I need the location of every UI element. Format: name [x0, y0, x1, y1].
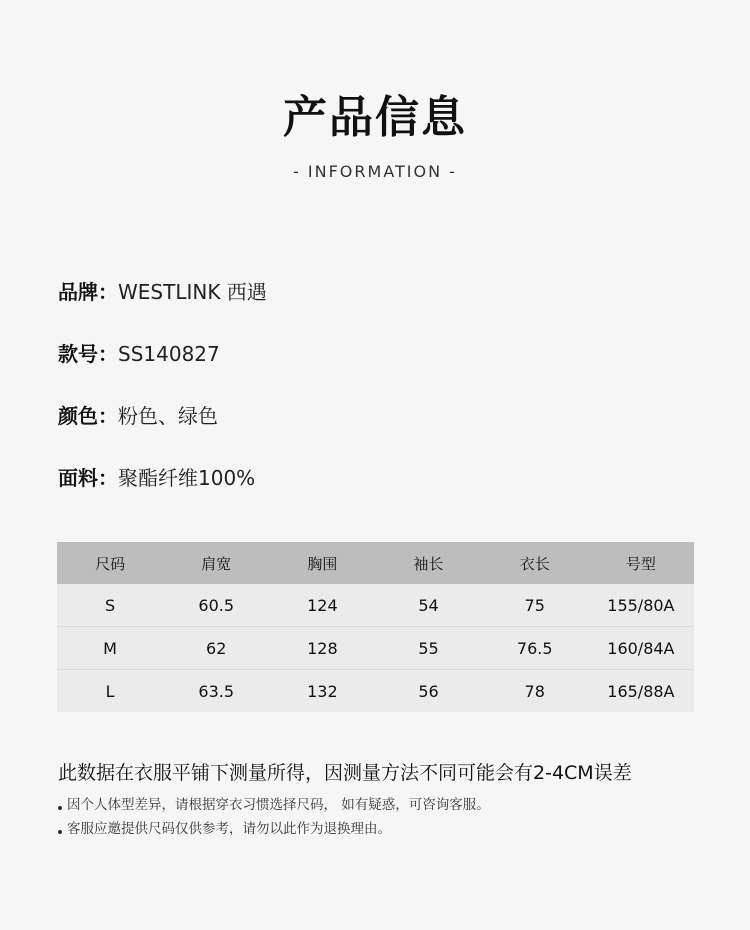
table-row — [57, 627, 694, 670]
info-color — [58, 400, 267, 462]
table-cell: L — [57, 670, 163, 713]
table-cell: 155/80A — [588, 584, 694, 627]
table-header-cell: 衣长 — [482, 542, 588, 584]
measurement-notes — [58, 793, 490, 841]
note-text: 因个人体型差异，请根据穿衣习惯选择尺码， 如有疑惑，可咨询客服。 — [67, 797, 490, 813]
info-brand — [58, 276, 267, 338]
info-fabric — [58, 462, 267, 524]
info-value: 粉色、绿色 — [118, 404, 218, 428]
product-info — [58, 276, 267, 524]
info-value: WESTLINK 西遇 — [118, 280, 267, 304]
info-value: 聚酯纤维100% — [118, 466, 256, 490]
measurement-note-title: 此数据在衣服平铺下测量所得，因测量方法不同可能会有2-4CM误差 — [58, 762, 632, 784]
info-label: 面料： — [58, 466, 118, 490]
info-label: 款号： — [58, 342, 118, 366]
table-row — [57, 584, 694, 627]
table-cell: 165/88A — [588, 670, 694, 713]
bullet-icon — [58, 806, 62, 810]
table-header-row — [57, 542, 694, 584]
table-cell: 124 — [269, 584, 375, 627]
table-cell: 160/84A — [588, 627, 694, 670]
table-header-cell: 袖长 — [375, 542, 481, 584]
table-cell: 78 — [482, 670, 588, 713]
table-cell: 62 — [163, 627, 269, 670]
size-table — [57, 542, 694, 712]
table-header-cell: 号型 — [588, 542, 694, 584]
table-cell: 63.5 — [163, 670, 269, 713]
table-cell: 75 — [482, 584, 588, 627]
table-header-cell: 胸围 — [269, 542, 375, 584]
note-text: 客服应邀提供尺码仅供参考，请勿以此作为退换理由。 — [67, 821, 391, 837]
table-header-cell: 肩宽 — [163, 542, 269, 584]
page-header — [0, 88, 750, 181]
page-subtitle: - INFORMATION - — [293, 162, 457, 181]
info-value: SS140827 — [118, 342, 220, 366]
info-label: 颜色： — [58, 404, 118, 428]
table-row — [57, 670, 694, 713]
table-cell: S — [57, 584, 163, 627]
table-cell: M — [57, 627, 163, 670]
table-cell: 55 — [375, 627, 481, 670]
table-cell: 132 — [269, 670, 375, 713]
page-title: 产品信息 — [283, 92, 467, 143]
list-item — [58, 817, 490, 841]
table-cell: 76.5 — [482, 627, 588, 670]
bullet-icon — [58, 830, 62, 834]
list-item — [58, 793, 490, 817]
table-cell: 56 — [375, 670, 481, 713]
table-cell: 60.5 — [163, 584, 269, 627]
table-cell: 128 — [269, 627, 375, 670]
table-cell: 54 — [375, 584, 481, 627]
info-style-number — [58, 338, 267, 400]
info-label: 品牌： — [58, 280, 118, 304]
table-header-cell: 尺码 — [57, 542, 163, 584]
